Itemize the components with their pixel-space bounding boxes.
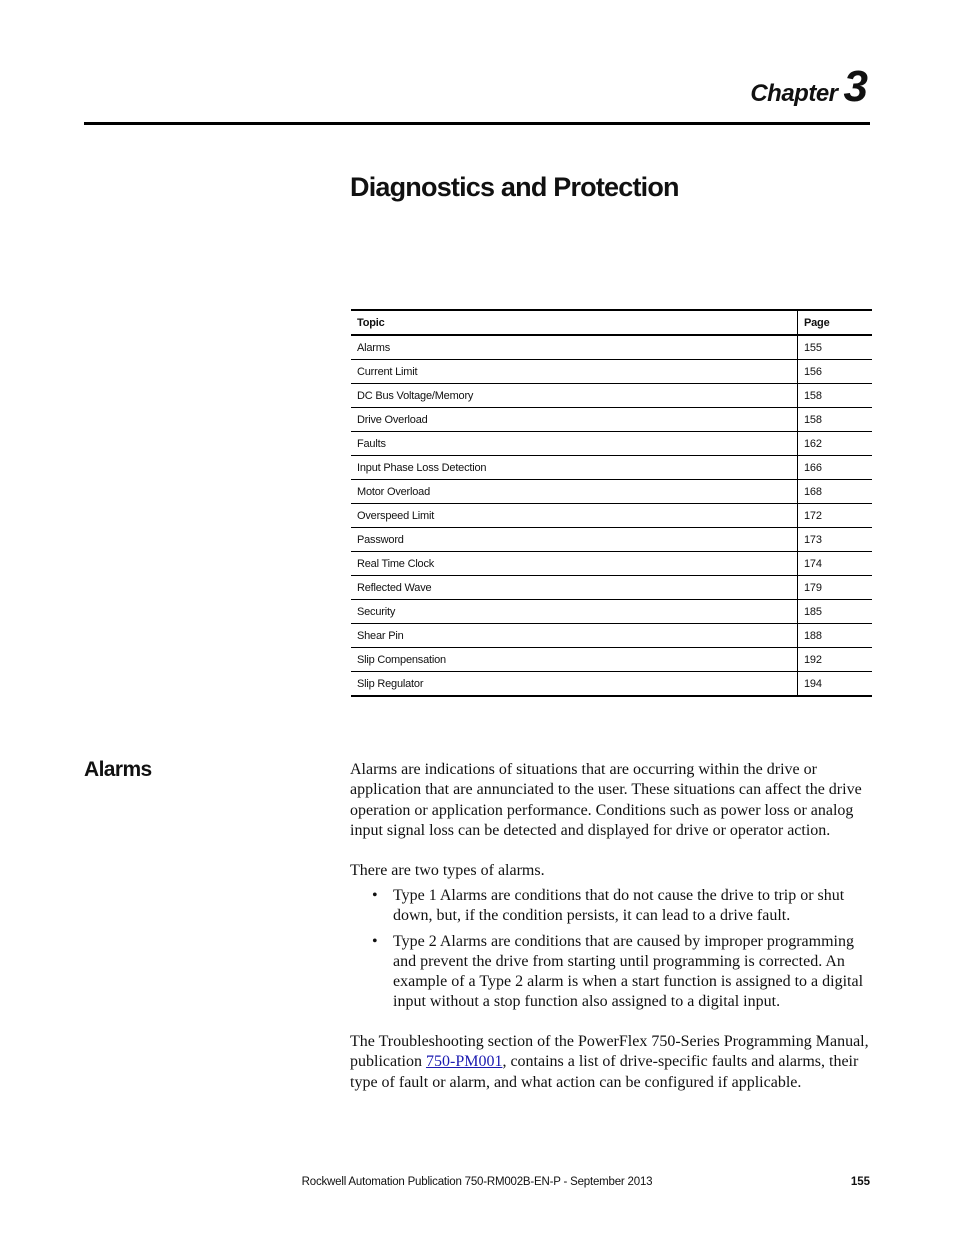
alarms-intro-paragraph: Alarms are indications of situations that are occurring within the drive or application that are annunciated to the user. These situations can affect the drive operation or application performance. Conditions such as power loss or analog input signal loss can be detected and displayed for drive or operator action. [350, 761, 862, 839]
page-cell: 172 [798, 504, 873, 528]
table-row [351, 576, 872, 600]
page-cell: 158 [798, 384, 873, 408]
table-row [351, 480, 872, 504]
troubleshooting-text-after: , contains a list of drive-specific faults and alarms, their type of fault or alarm, and what action can be configured if applicable. [350, 1053, 859, 1091]
topic-cell: Real Time Clock [351, 552, 798, 576]
table-row [351, 672, 872, 697]
table-row [351, 432, 872, 456]
page-cell: 166 [798, 456, 873, 480]
bullet-icon: • [372, 887, 378, 904]
table-row [351, 408, 872, 432]
page-cell: 162 [798, 432, 873, 456]
page-cell: 188 [798, 624, 873, 648]
table-row [351, 456, 872, 480]
page-cell: 156 [798, 360, 873, 384]
list-item-text: Type 2 Alarms are conditions that are caused by improper programming and prevent the drive from starting until programming is corrected. An example of a Type 2 alarm is when a start function is assigned to a digital input without a stop function also assigned to a digital input. [393, 932, 864, 1011]
page-cell: 158 [798, 408, 873, 432]
topic-cell: Current Limit [351, 360, 798, 384]
topic-cell: Password [351, 528, 798, 552]
table-row [351, 600, 872, 624]
table-row [351, 335, 872, 360]
topic-column-header: Topic [351, 310, 798, 335]
troubleshooting-text-before: The Troubleshooting section of the PowerFlex 750-Series Programming Manual, publication [350, 1033, 869, 1071]
page-cell: 194 [798, 672, 873, 697]
topic-cell: Slip Compensation [351, 648, 798, 672]
bullet-icon: • [372, 932, 378, 950]
list-item-text: Type 1 Alarms are conditions that do not cause the drive to trip or shut down, but, if the condition persists, it can lead to a drive fault. [393, 887, 845, 925]
troubleshooting-paragraph [350, 1032, 872, 1093]
topic-cell: Input Phase Loss Detection [351, 456, 798, 480]
topic-cell: Overspeed Limit [351, 504, 798, 528]
list-item [372, 886, 872, 927]
list-item [372, 932, 872, 1013]
topic-table [351, 309, 872, 697]
page-column-header: Page [798, 310, 873, 335]
footer-publication: Rockwell Automation Publication 750-RM002B-EN-P - September 2013 [301, 1176, 653, 1188]
table-row [351, 528, 872, 552]
topic-cell: Faults [351, 432, 798, 456]
page-cell: 192 [798, 648, 873, 672]
page-cell: 179 [798, 576, 873, 600]
footer-page-number: 155 [850, 1176, 870, 1188]
page-cell: 174 [798, 552, 873, 576]
topic-table-header [351, 310, 872, 335]
table-row [351, 360, 872, 384]
table-row [351, 624, 872, 648]
page-cell: 155 [798, 335, 873, 360]
page-cell: 185 [798, 600, 873, 624]
topic-cell: Alarms [351, 335, 798, 360]
topic-cell: Slip Regulator [351, 672, 798, 697]
table-row [351, 504, 872, 528]
chapter-number: 3 [843, 62, 868, 111]
section-heading-alarms: Alarms [84, 758, 152, 781]
topic-cell: Motor Overload [351, 480, 798, 504]
table-row [351, 384, 872, 408]
table-row [351, 552, 872, 576]
topic-cell: DC Bus Voltage/Memory [351, 384, 798, 408]
page-title: Diagnostics and Protection [350, 172, 679, 202]
topic-cell: Security [351, 600, 798, 624]
publication-link[interactable]: 750-PM001 [425, 1053, 503, 1071]
topic-cell: Reflected Wave [351, 576, 798, 600]
alarm-types-list [372, 886, 872, 1018]
chapter-label: Chapter [750, 80, 838, 107]
chapter-header [750, 62, 868, 112]
alarm-types-intro: There are two types of alarms. [350, 862, 545, 879]
topic-cell: Shear Pin [351, 624, 798, 648]
page-cell: 173 [798, 528, 873, 552]
table-row [351, 648, 872, 672]
chapter-divider [84, 122, 870, 125]
page-cell: 168 [798, 480, 873, 504]
topic-cell: Drive Overload [351, 408, 798, 432]
